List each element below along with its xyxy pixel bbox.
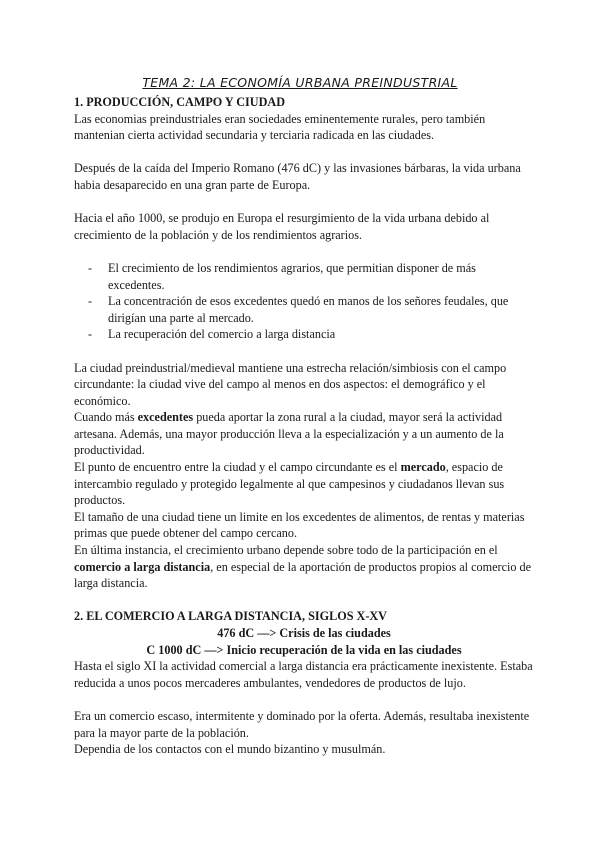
list-item bbox=[74, 326, 534, 343]
document-body bbox=[74, 94, 534, 758]
paragraph: El punto de encuentro entre la ciudad y el campo circundante es el mercado, espacio de intercambio regulado y protegido legalmente al que campesinos y ciudadanos llevan sus productos. bbox=[74, 460, 505, 508]
paragraph: La ciudad preindustrial/medieval mantiene una estrecha relación/simbiosis con el campo circundante: la ciudad vive del campo al menos en dos aspectos: el demográfico y el económico. bbox=[74, 360, 507, 408]
bold-term-mercado: mercado bbox=[400, 460, 446, 475]
list-item bbox=[74, 260, 534, 293]
document-title: TEMA 2: LA ECONOMÍA URBANA PREINDUSTRIAL bbox=[142, 75, 458, 90]
dash-bullet: - bbox=[88, 294, 93, 309]
paragraph: Hacia el año 1000, se produjo en Europa el resurgimiento de la vida urbana debido al crecimiento de la población y de los rendimientos agrarios. bbox=[74, 211, 490, 242]
paragraph: Era un comercio escaso, intermitente y dominado por la oferta. Además, resultaba inexistente para la mayor parte de la población. bbox=[74, 708, 530, 740]
bold-term-comercio: comercio a larga distancia bbox=[74, 559, 211, 574]
bold-term-excedentes: excedentes bbox=[137, 410, 194, 425]
timeline-line: C 1000 dC —> Inicio recuperación de la vida en las ciudades bbox=[146, 642, 462, 657]
list-item-text: La recuperación del comercio a larga distancia bbox=[108, 327, 336, 342]
paragraph: El tamaño de una ciudad tiene un limite en los excedentes de alimentos, de rentas y materias primas que puede obtener del campo cercano. bbox=[74, 509, 525, 541]
section-1-heading: 1. PRODUCCIÓN, CAMPO Y CIUDAD bbox=[74, 95, 286, 109]
list-item-text: El crecimiento de los rendimientos agrarios, que permitian disponer de más excedentes. bbox=[108, 260, 476, 292]
bullet-list bbox=[74, 260, 534, 343]
paragraph: Las economias preindustriales eran sociedades eminentemente rurales, pero también mantenian cierta actividad secundaria y terciaria radicada en las ciudades. bbox=[74, 111, 486, 143]
timeline-line: 476 dC —> Crisis de las ciudades bbox=[217, 626, 391, 640]
list-item bbox=[74, 293, 534, 326]
spacer bbox=[74, 343, 534, 360]
paragraph: Cuando más excedentes pueda aportar la zona rural a la ciudad, mayor será la actividad artesana. Además, una mayor producción lleva a la especialización y a un aumento de la productividad. bbox=[74, 410, 504, 458]
spacer bbox=[74, 243, 534, 260]
spacer bbox=[74, 592, 534, 609]
spacer bbox=[74, 691, 534, 708]
dash-bullet: - bbox=[88, 260, 93, 275]
paragraph: Hasta el siglo XI la actividad comercial a larga distancia era prácticamente inexistente. Estaba reducida a unos pocos mercaderes ambulantes, vendedores de productos de lujo. bbox=[74, 659, 533, 690]
list-item-text: La concentración de esos excedentes quedó en manos de los señores feudales, que dirigían una parte al mercado. bbox=[108, 294, 509, 325]
section-2-heading: 2. EL COMERCIO A LARGA DISTANCIA, SIGLOS X-XV bbox=[74, 609, 387, 624]
paragraph: En última instancia, el crecimiento urbano depende sobre todo de la participación en el comercio a larga distancia, en especial de la aportación de productos propios al comercio de larga distancia. bbox=[74, 543, 532, 591]
spacer bbox=[74, 144, 534, 161]
paragraph: Dependia de los contactos con el mundo bizantino y musulmán. bbox=[74, 742, 386, 757]
paragraph: Después de la caída del Imperio Romano (476 dC) y las invasiones bárbaras, la vida urbana habia desaparecido en una gran parte de Europa. bbox=[74, 161, 521, 192]
spacer bbox=[74, 194, 534, 211]
dash-bullet: - bbox=[88, 327, 93, 342]
